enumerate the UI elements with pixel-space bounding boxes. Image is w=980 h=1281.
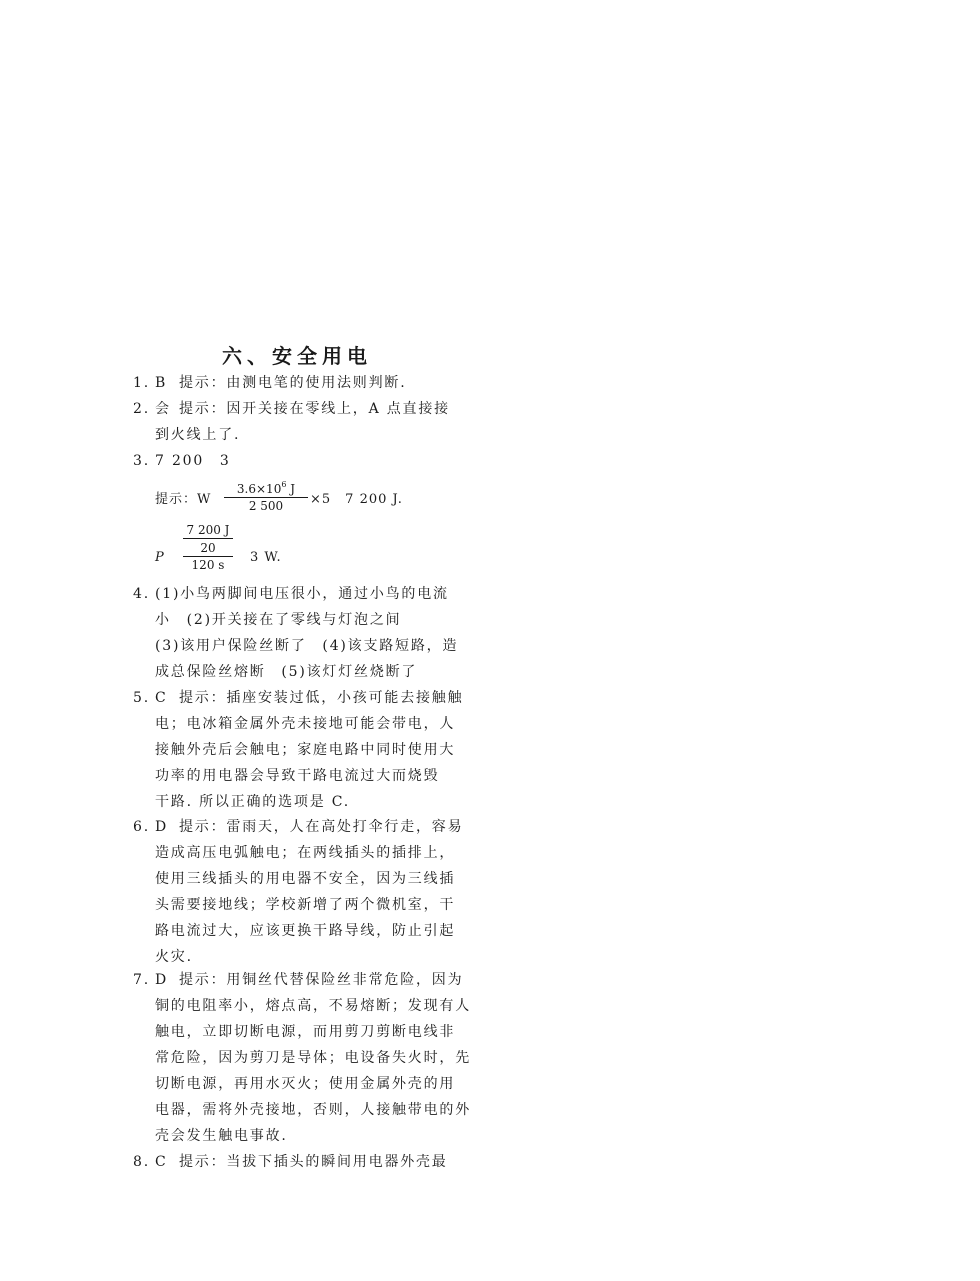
answer-6-line-6: 火灾. [155,949,193,965]
answer-6 [133,818,463,836]
answer-6-line-2: 造成高压电弧触电；在两线插头的插排上， [155,845,456,861]
answer-4-line-3: (3)该用户保险丝断了 (4)该支路短路，造 [155,638,459,654]
answer-5-line-2: 电；电冰箱金属外壳未接地可能会带电，人 [155,716,456,732]
question-number: 6. [133,819,150,835]
question-number: 8. [133,1154,150,1170]
p-fraction-bar [183,538,233,539]
answer-text: (1)小鸟两脚间电压很小，通过小鸟的电流 [155,586,449,602]
answer-3 [133,452,231,470]
question-number: 4. [133,586,150,602]
answer-4-line-2: 小 (2)开关接在了零线与灯泡之间 [155,612,402,628]
answer-2-cont: 到火线上了. [155,427,241,443]
answer-2 [133,400,450,418]
question-number: 7. [133,972,150,988]
answer-choice: B [155,375,168,391]
w-numerator-unit: J [286,482,296,496]
p-label: P [155,550,165,565]
answer-choice: C [155,1154,168,1170]
w-numerator-base: 3.6×10 [236,482,282,496]
answer-choice: D [155,972,169,988]
p-inner-numerator: 20 [183,541,233,557]
answer-7-line-5: 切断电源，再用水灭火；使用金属外壳的用 [155,1076,456,1092]
answer-7-line-2: 铜的电阻率小，熔点高，不易熔断；发现有人 [155,998,471,1014]
w-numerator [224,478,308,498]
answer-choice: D [155,819,169,835]
question-number: 3. [133,453,150,469]
answer-7 [133,971,463,989]
hint-text: 提示：插座安装过低，小孩可能去接触触 [179,690,464,706]
hint-text: 提示：由测电笔的使用法则判断. [179,375,407,391]
question-number: 5. [133,690,150,706]
p-result: 3 W. [250,550,282,565]
hint-label: 提示：W [155,492,212,507]
answer-7-line-3: 触电，立即切断电源，而用剪刀剪断电线非 [155,1024,456,1040]
answer-5-line-5: 干路. 所以正确的选项是 C. [155,794,351,810]
answer-5-line-4: 功率的用电器会导致干路电流过大而烧毁 [155,768,440,784]
answer-1 [133,374,406,392]
w-result: ×5 7 200 J. [310,492,403,507]
p-numerator-text: 7 200 J [186,523,230,537]
w-fraction [224,478,308,513]
p-inner-fraction [183,541,233,572]
hint-w-label [155,488,211,507]
p-numerator [183,522,233,537]
question-number: 1. [133,375,150,391]
w-denominator: 2 500 [248,499,284,513]
hint-text: 提示：因开关接在零线上，A 点直接接 [179,401,450,417]
p-inner-denominator: 120 s [191,558,225,572]
answer-6-line-5: 路电流过大，应该更换干路导线，防止引起 [155,923,456,939]
answer-5 [133,689,463,707]
answer-5-line-3: 接触外壳后会触电；家庭电路中同时使用大 [155,742,456,758]
section-title: 六、安全用电 [222,344,372,368]
hint-text: 提示：雷雨天，人在高处打伞行走，容易 [179,819,464,835]
answer-values: 7 200 3 [155,453,231,469]
w-numerator-exponent: 6 [281,480,287,489]
answer-6-line-3: 使用三线插头的用电器不安全，因为三线插 [155,871,456,887]
answer-7-line-6: 电器，需将外壳接地，否则，人接触带电的外 [155,1102,471,1118]
hint-text: 提示：用铜丝代替保险丝非常危险，因为 [179,972,464,988]
answer-4 [133,585,449,603]
answer-6-line-4: 头需要接地线；学校新增了两个微机室，干 [155,897,456,913]
answer-7-line-4: 常危险，因为剪刀是导体；电设备失火时，先 [155,1050,471,1066]
answer-8 [133,1153,448,1171]
hint-text: 提示：当拔下插头的瞬间用电器外壳最 [179,1154,448,1170]
answer-choice: 会 [155,401,171,417]
question-number: 2. [133,401,150,417]
answer-4-line-4: 成总保险丝熔断 (5)该灯灯丝烧断了 [155,664,418,680]
answer-7-line-7: 壳会发生触电事故. [155,1128,288,1144]
answer-choice: C [155,690,168,706]
